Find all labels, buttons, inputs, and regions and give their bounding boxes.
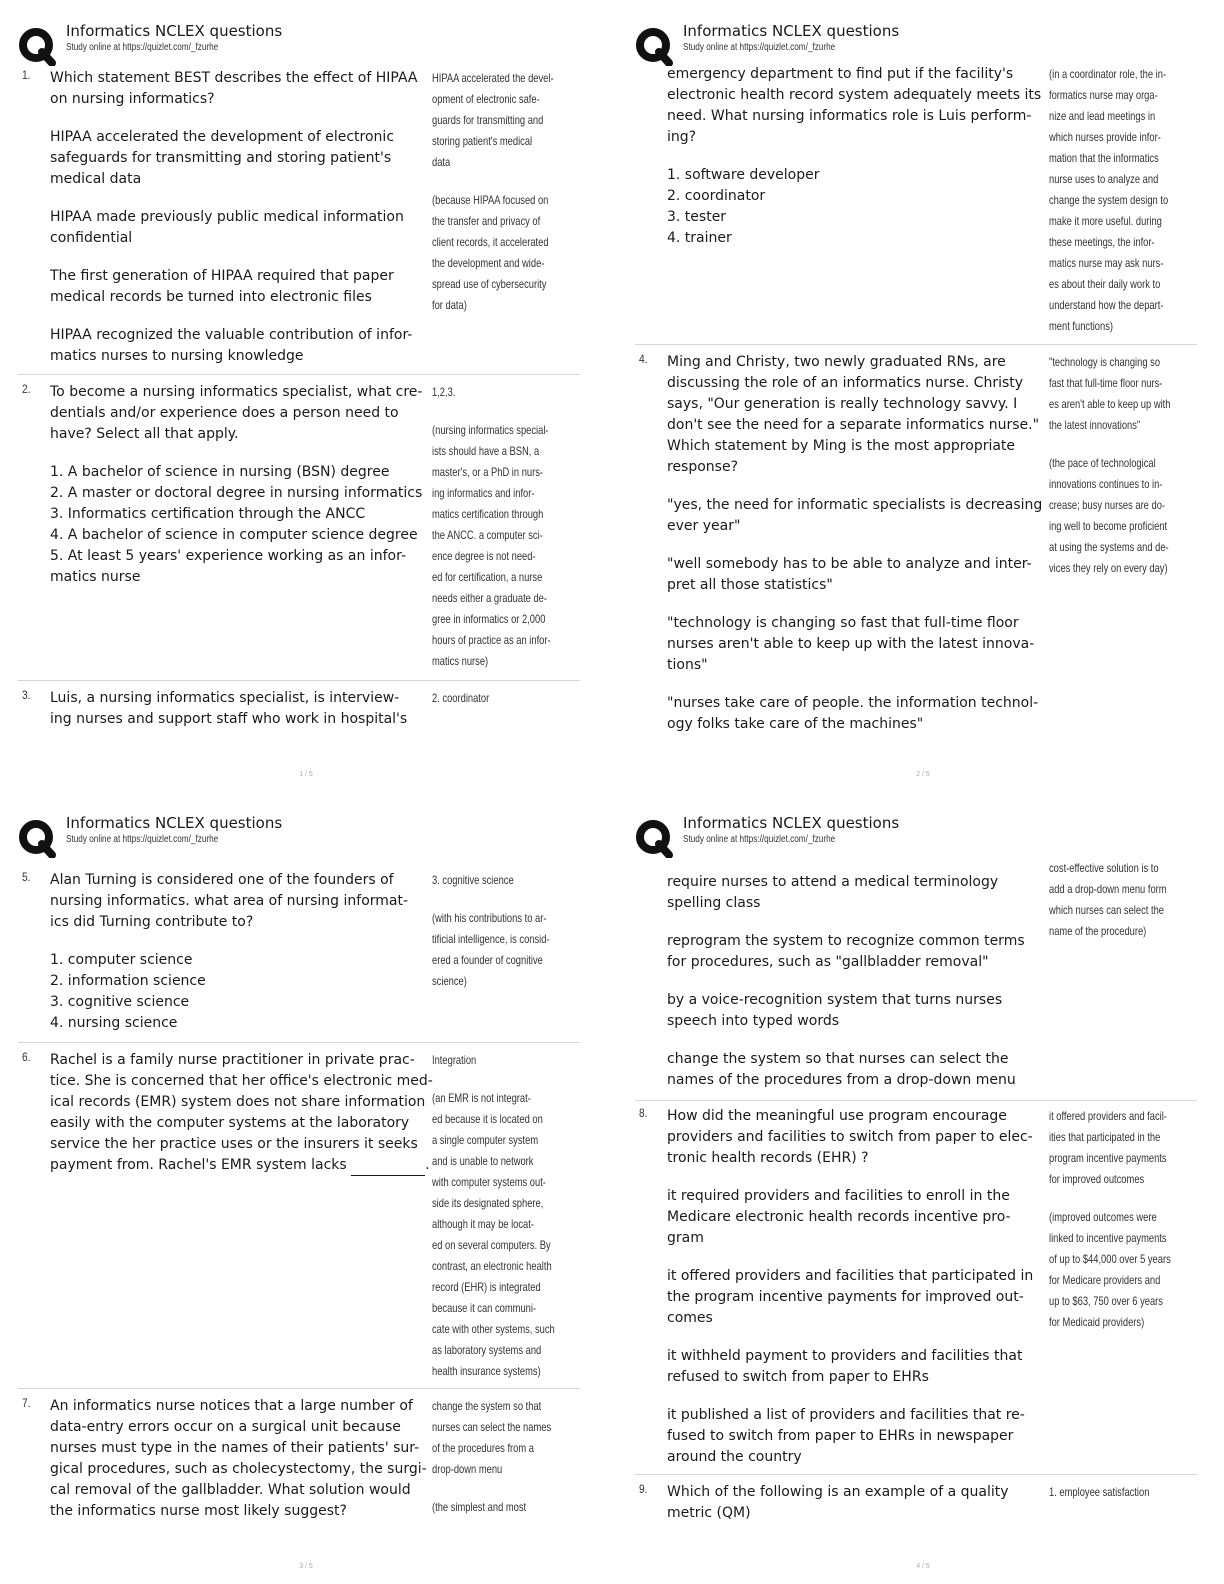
- question-number: 1.: [22, 68, 31, 82]
- explanation-line: these meetings, the infor-: [1049, 235, 1155, 249]
- explanation-line: science): [432, 974, 467, 988]
- option-line: The first generation of HIPAA required that paper: [50, 268, 394, 284]
- question-row: [18, 1396, 580, 1532]
- study-online-link[interactable]: Study online at https://quizlet.com/_fzurhe: [683, 834, 836, 845]
- question-line: ical records (EMR) system does not share information: [50, 1094, 426, 1110]
- explanation-line: make it more useful. during: [1049, 214, 1162, 228]
- explanation-line: although it may be locat-: [432, 1217, 534, 1231]
- question-line: Alan Turning is considered one of the founders of: [50, 872, 394, 888]
- explanation-line: ence degree is not need-: [432, 549, 536, 563]
- answer-line: opment of electronic safe-: [432, 92, 540, 106]
- answer-line: 3. cognitive science: [432, 873, 514, 887]
- explanation-line: (nursing informatics special-: [432, 423, 549, 437]
- option-line: confidential: [50, 230, 133, 246]
- quizlet-logo-icon: [635, 26, 675, 66]
- question-line: Which statement by Ming is the most appropriate: [667, 438, 1016, 454]
- study-online-link[interactable]: Study online at https://quizlet.com/_fzurhe: [683, 42, 836, 53]
- question-row: [18, 688, 580, 738]
- question-line: cal removal of the gallbladder. What solution would: [50, 1482, 411, 1498]
- question-line: response?: [667, 459, 739, 475]
- explanation-line: up to $63, 750 over 6 years: [1049, 1294, 1163, 1308]
- option-line: change the system so that nurses can select the: [667, 1051, 1009, 1067]
- option-line: names of the procedures from a drop-down menu: [667, 1072, 1016, 1088]
- explanation-line: side its designated sphere,: [432, 1196, 544, 1210]
- question-line: payment from. Rachel's EMR system lacks: [50, 1157, 347, 1173]
- explanation-line: understand how the depart-: [1049, 298, 1164, 312]
- option-line: ever year": [667, 518, 741, 534]
- explanation-line: matics nurse may ask nurs-: [1049, 256, 1164, 270]
- answer-text: [432, 1050, 582, 1399]
- option-line: matics nurses to nursing knowledge: [50, 348, 304, 364]
- explanation-line: (the simplest and most: [432, 1500, 527, 1514]
- answer-text: [432, 382, 582, 689]
- question-line: easily with the computer systems at the laboratory: [50, 1115, 410, 1131]
- option-line: "nurses take care of people. the information technol-: [667, 695, 1039, 711]
- answer-line: 2. coordinator: [432, 691, 490, 705]
- question-line: How did the meaningful use program encourage: [667, 1108, 1007, 1124]
- question-text: [50, 870, 432, 1051]
- explanation-line: and is unable to network: [432, 1154, 534, 1168]
- answer-line: 1,2,3.: [432, 385, 456, 399]
- explanation-line: for Medicaid providers): [1049, 1315, 1145, 1329]
- option-line: 2. A master or doctoral degree in nursing informatics: [50, 485, 423, 501]
- document-title: Informatics NCLEX questions: [66, 814, 283, 832]
- quizlet-logo-icon: [18, 818, 58, 858]
- explanation-line: change the system design to: [1049, 193, 1169, 207]
- page-4: [635, 814, 1211, 1574]
- explanation-line: mation that the informatics: [1049, 151, 1159, 165]
- answer-line: "technology is changing so: [1049, 355, 1161, 369]
- answer-text: [1049, 352, 1199, 596]
- explanation-line: ists should have a BSN, a: [432, 444, 540, 458]
- answer-line: fast that full-time floor nurs-: [1049, 376, 1163, 390]
- question-line: tice. She is concerned that her office's electronic med-: [50, 1073, 433, 1089]
- study-online-link[interactable]: Study online at https://quizlet.com/_fzurhe: [66, 42, 219, 53]
- explanation-line: ered a founder of cognitive: [432, 953, 543, 967]
- option-line: "yes, the need for informatic specialists is decreasing: [667, 497, 1043, 513]
- option-line: medical data: [50, 171, 142, 187]
- answer-line: storing patient's medical: [432, 134, 533, 148]
- explanation-line: hours of practice as an infor-: [432, 633, 551, 647]
- option-line: spelling class: [667, 895, 761, 911]
- question-line: nursing informatics. what area of nursing informat-: [50, 893, 409, 909]
- explanation-line: nize and lead meetings in: [1049, 109, 1156, 123]
- question-line: dentials and/or experience does a person need to: [50, 405, 399, 421]
- option-line: 3. cognitive science: [50, 994, 190, 1010]
- question-row: [18, 382, 580, 681]
- answer-text: [432, 688, 582, 726]
- option-line: reprogram the system to recognize common terms: [667, 933, 1025, 949]
- document-title: Informatics NCLEX questions: [683, 814, 900, 832]
- explanation-line: cost-effective solution is to: [1049, 861, 1159, 875]
- explanation-line: a single computer system: [432, 1133, 539, 1147]
- option-line: 1. computer science: [50, 952, 193, 968]
- question-line: electronic health record system adequately meets its: [667, 87, 1042, 103]
- document-title: Informatics NCLEX questions: [683, 22, 900, 40]
- option-line: 3. tester: [667, 209, 727, 225]
- explanation-line: gree in informatics or 2,000: [432, 612, 546, 626]
- question-row: [18, 870, 580, 1043]
- explanation-line: ment functions): [1049, 319, 1113, 333]
- option-line: matics nurse: [50, 569, 141, 585]
- option-line: gram: [667, 1230, 704, 1246]
- explanation-line: add a drop-down menu form: [1049, 882, 1167, 896]
- question-row: [635, 858, 1197, 1101]
- explanation-line: needs either a graduate de-: [432, 591, 548, 605]
- page-3: [18, 814, 594, 1574]
- explanation-line: (the pace of technological: [1049, 456, 1156, 470]
- question-line: ing?: [667, 129, 697, 145]
- explanation-line: vices they rely on every day): [1049, 561, 1168, 575]
- question-line: Which statement BEST describes the effect of HIPAA: [50, 70, 418, 86]
- option-line: it published a list of providers and facilities that re-: [667, 1407, 1025, 1423]
- answer-line: program incentive payments: [1049, 1151, 1167, 1165]
- answer-line: nurses can select the names: [432, 1420, 552, 1434]
- question-number: 5.: [22, 870, 31, 884]
- explanation-line: with computer systems out-: [432, 1175, 546, 1189]
- option-line: ogy folks take care of the machines": [667, 716, 924, 732]
- option-line: 2. information science: [50, 973, 206, 989]
- question-line: Luis, a nursing informatics specialist, is interview-: [50, 690, 400, 706]
- question-line: emergency department to find put if the facility's: [667, 66, 1014, 82]
- option-line: HIPAA made previously public medical information: [50, 209, 404, 225]
- question-line: providers and facilities to switch from paper to elec-: [667, 1129, 1033, 1145]
- answer-text: [432, 870, 582, 1009]
- question-line: tronic health records (EHR) ?: [667, 1150, 869, 1166]
- quizlet-logo-icon: [635, 818, 675, 858]
- question-number: 3.: [22, 688, 31, 702]
- explanation-line: health insurance systems): [432, 1364, 541, 1378]
- explanation-line: (an EMR is not integrat-: [432, 1091, 531, 1105]
- option-line: speech into typed words: [667, 1013, 840, 1029]
- question-line: need. What nursing informatics role is Luis perform-: [667, 108, 1032, 124]
- explanation-line: matics nurse): [432, 654, 489, 668]
- explanation-line: innovations continues to in-: [1049, 477, 1163, 491]
- question-line: To become a nursing informatics specialist, what cre-: [50, 384, 423, 400]
- answer-line: it offered providers and facil-: [1049, 1109, 1167, 1123]
- explanation-line: ed on several computers. By: [432, 1238, 551, 1252]
- question-row: [635, 64, 1197, 345]
- page-header: [635, 814, 1211, 858]
- question-number: 4.: [639, 352, 648, 366]
- question-row: [18, 68, 580, 375]
- option-line: medical records be turned into electronic files: [50, 289, 372, 305]
- explanation-line: for data): [432, 298, 467, 312]
- explanation-line: spread use of cybersecurity: [432, 277, 547, 291]
- question-row: [635, 1106, 1197, 1475]
- question-text: [50, 68, 432, 384]
- page-number: 3 / 5: [299, 1563, 313, 1570]
- question-text: [667, 1482, 1049, 1541]
- page-header: [18, 814, 594, 858]
- explanation-line: es about their daily work to: [1049, 277, 1161, 291]
- question-number: 6.: [22, 1050, 31, 1064]
- option-line: comes: [667, 1310, 713, 1326]
- option-line: 1. A bachelor of science in nursing (BSN) degree: [50, 464, 390, 480]
- page-header: [635, 22, 1211, 66]
- option-line: fused to switch from paper to EHRs in newspaper: [667, 1428, 1014, 1444]
- page-number: 4 / 5: [916, 1563, 930, 1570]
- question-line: don't see the need for a separate informatics nurse.": [667, 417, 1040, 433]
- option-line: safeguards for transmitting and storing patient's: [50, 150, 392, 166]
- question-line: ing nurses and support staff who work in hospital's: [50, 711, 408, 727]
- option-line: 1. software developer: [667, 167, 820, 183]
- answer-line: for improved outcomes: [1049, 1172, 1145, 1186]
- option-line: pret all those statistics": [667, 577, 833, 593]
- question-line: Rachel is a family nurse practitioner in private prac-: [50, 1052, 415, 1068]
- question-line: Ming and Christy, two newly graduated RNs, are: [667, 354, 1006, 370]
- option-line: the program incentive payments for improved out-: [667, 1289, 1024, 1305]
- explanation-line: client records, it accelerated: [432, 235, 549, 249]
- question-line: gical procedures, such as cholecystectomy, the surgi-: [50, 1461, 427, 1477]
- option-line: nurses aren't able to keep up with the latest innova-: [667, 636, 1035, 652]
- explanation-line: ed for certification, a nurse: [432, 570, 543, 584]
- question-row: [635, 352, 1197, 742]
- question-line: ics did Turning contribute to?: [50, 914, 254, 930]
- page-2: [635, 22, 1211, 782]
- answer-text: [1049, 1482, 1199, 1520]
- question-text: [667, 872, 1049, 1108]
- answer-line: change the system so that: [432, 1399, 542, 1413]
- option-line: 4. A bachelor of science in computer science degree: [50, 527, 418, 543]
- explanation-line: (because HIPAA focused on: [432, 193, 549, 207]
- question-text: [50, 1050, 432, 1193]
- explanation-line: tificial intelligence, is consid-: [432, 932, 550, 946]
- page-1: [18, 22, 594, 782]
- question-line: on nursing informatics?: [50, 91, 215, 107]
- answer-blank: [351, 1161, 425, 1176]
- question-line: nurses must type in the names of their patients' sur-: [50, 1440, 420, 1456]
- option-line: HIPAA recognized the valuable contribution of infor-: [50, 327, 413, 343]
- option-line: "well somebody has to be able to analyze and inter-: [667, 556, 1032, 572]
- explanation-line: formatics nurse may orga-: [1049, 88, 1158, 102]
- answer-text: [432, 1396, 582, 1535]
- answer-text: [1049, 1106, 1199, 1350]
- option-line: 2. coordinator: [667, 188, 766, 204]
- question-text: [667, 64, 1049, 266]
- page-header: [18, 22, 594, 66]
- question-text: [50, 1396, 432, 1539]
- question-number: 2.: [22, 382, 31, 396]
- explanation-line: contrast, an electronic health: [432, 1259, 552, 1273]
- explanation-line: (with his contributions to ar-: [432, 911, 547, 925]
- explanation-line: ed because it is located on: [432, 1112, 543, 1126]
- explanation-line: because it can communi-: [432, 1301, 537, 1315]
- explanation-line: linked to incentive payments: [1049, 1231, 1167, 1245]
- answer-line: Integration: [432, 1053, 477, 1067]
- explanation-line: cate with other systems, such: [432, 1322, 555, 1336]
- explanation-line: the ANCC. a computer sci-: [432, 528, 543, 542]
- explanation-line: at using the systems and de-: [1049, 540, 1169, 554]
- question-line: says, "Our generation is really technology savvy. I: [667, 396, 1018, 412]
- option-line: Medicare electronic health records incentive pro-: [667, 1209, 1011, 1225]
- answer-text: [1049, 64, 1199, 354]
- explanation-line: which nurses can select the: [1049, 903, 1164, 917]
- question-number: 8.: [639, 1106, 648, 1120]
- option-line: around the country: [667, 1449, 802, 1465]
- answer-text: [432, 68, 582, 333]
- study-online-link[interactable]: Study online at https://quizlet.com/_fzurhe: [66, 834, 219, 845]
- question-row: [18, 1050, 580, 1389]
- option-line: require nurses to attend a medical terminology: [667, 874, 999, 890]
- question-line: the informatics nurse most likely suggest?: [50, 1503, 347, 1519]
- question-line: Which of the following is an example of a quality: [667, 1484, 1009, 1500]
- question-number: 7.: [22, 1396, 31, 1410]
- explanation-line: matics certification through: [432, 507, 544, 521]
- answer-line: data: [432, 155, 451, 169]
- explanation-line: which nurses provide infor-: [1049, 130, 1161, 144]
- option-line: by a voice-recognition system that turns nurses: [667, 992, 1003, 1008]
- answer-line: es aren't able to keep up with: [1049, 397, 1171, 411]
- page-number: 1 / 5: [299, 771, 313, 778]
- option-line: HIPAA accelerated the development of electronic: [50, 129, 395, 145]
- document-title: Informatics NCLEX questions: [66, 22, 283, 40]
- question-row: [635, 1482, 1197, 1532]
- answer-line: drop-down menu: [432, 1462, 503, 1476]
- question-line: discussing the role of an informatics nurse. Christy: [667, 375, 1024, 391]
- explanation-line: of up to $44,000 over 5 years: [1049, 1252, 1171, 1266]
- question-number: 9.: [639, 1482, 648, 1496]
- explanation-line: crease; busy nurses are do-: [1049, 498, 1166, 512]
- option-line: it withheld payment to providers and facilities that: [667, 1348, 1023, 1364]
- option-line: refused to switch from paper to EHRs: [667, 1369, 929, 1385]
- explanation-line: name of the procedure): [1049, 924, 1147, 938]
- answer-line: 1. employee satisfaction: [1049, 1485, 1150, 1499]
- explanation-line: for Medicare providers and: [1049, 1273, 1161, 1287]
- answer-line: HIPAA accelerated the devel-: [432, 71, 554, 85]
- explanation-line: (in a coordinator role, the in-: [1049, 67, 1167, 81]
- answer-text: [1049, 858, 1199, 959]
- explanation-line: nurse uses to analyze and: [1049, 172, 1159, 186]
- option-line: it required providers and facilities to enroll in the: [667, 1188, 1010, 1204]
- question-text: [667, 352, 1049, 752]
- option-line: it offered providers and facilities that participated in: [667, 1268, 1034, 1284]
- question-text: [667, 1106, 1049, 1485]
- quizlet-logo-icon: [18, 26, 58, 66]
- option-line: 4. nursing science: [50, 1015, 178, 1031]
- explanation-line: as laboratory systems and: [432, 1343, 542, 1357]
- explanation-line: ing well to become proficient: [1049, 519, 1168, 533]
- explanation-line: the development and wide-: [432, 256, 545, 270]
- answer-line: ities that participated in the: [1049, 1130, 1161, 1144]
- page-number: 2 / 5: [916, 771, 930, 778]
- answer-line: the latest innovations": [1049, 418, 1141, 432]
- option-line: tions": [667, 657, 708, 673]
- option-line: for procedures, such as "gallbladder removal": [667, 954, 989, 970]
- explanation-line: ing informatics and infor-: [432, 486, 535, 500]
- explanation-line: record (EHR) is integrated: [432, 1280, 541, 1294]
- option-line: 4. trainer: [667, 230, 732, 246]
- question-line: An informatics nurse notices that a large number of: [50, 1398, 413, 1414]
- question-line: have? Select all that apply.: [50, 426, 239, 442]
- option-line: 5. At least 5 years' experience working as an infor-: [50, 548, 406, 564]
- question-text: [50, 382, 432, 605]
- question-text: [50, 688, 432, 747]
- explanation-line: master's, or a PhD in nurs-: [432, 465, 544, 479]
- question-line: data-entry errors occur on a surgical unit because: [50, 1419, 401, 1435]
- answer-line: of the procedures from a: [432, 1441, 534, 1455]
- answer-line: guards for transmitting and: [432, 113, 544, 127]
- question-line: service the her practice uses or the insurers it seeks: [50, 1136, 418, 1152]
- question-line: metric (QM): [667, 1505, 751, 1521]
- explanation-line: the transfer and privacy of: [432, 214, 541, 228]
- option-line: "technology is changing so fast that full-time floor: [667, 615, 1019, 631]
- explanation-line: (improved outcomes were: [1049, 1210, 1157, 1224]
- question-line-with-blank: payment from. Rachel's EMR system lacks .: [50, 1155, 432, 1176]
- option-line: 3. Informatics certification through the ANCC: [50, 506, 366, 522]
